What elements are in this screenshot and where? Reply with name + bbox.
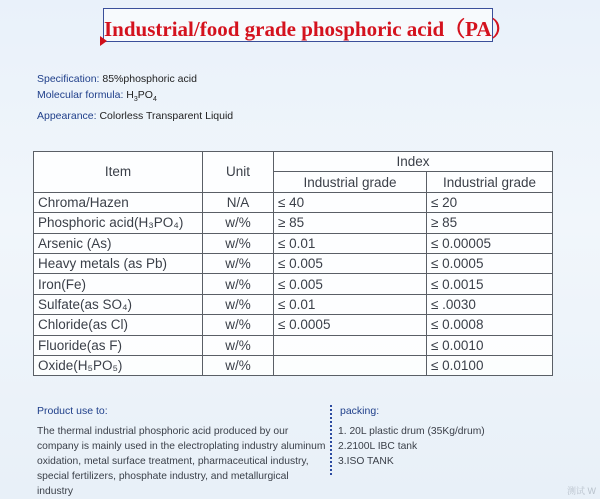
spec-appearance-label: Appearance:: [37, 110, 97, 123]
cell-item: Iron(Fe): [34, 274, 203, 294]
cell-item: Oxide(H₅PO₅): [34, 355, 203, 375]
table-row: [34, 253, 553, 273]
header-item: Item: [34, 152, 203, 193]
table-row: [34, 355, 553, 375]
cell-grade-1: ≤ 0.01: [274, 294, 427, 314]
cell-grade-1: ≤ 0.01: [274, 233, 427, 253]
header-grade-1: Industrial grade: [274, 172, 427, 192]
cell-grade-2: ≤ .0030: [427, 294, 553, 314]
packing-item: 3.ISO TANK: [338, 456, 394, 467]
watermark: 测试 W: [567, 486, 596, 496]
cell-grade-1: [274, 355, 427, 375]
product-use-text: The thermal industrial phosphoric acid produced by our company is mainly used in the electroplating industry aluminum oxidation, metal surface treatment, pharmaceutical industry, special fertilizers, phosphate industry, and metallurgical industry: [37, 426, 326, 497]
cell-unit: w/%: [203, 213, 274, 233]
spec-appearance-value: Colorless Transparent Liquid: [99, 110, 234, 123]
spec-appearance: [37, 108, 233, 124]
table-body: [34, 192, 553, 376]
title-marker-icon: [100, 36, 107, 46]
cell-item: Chroma/Hazen: [34, 192, 203, 212]
table-row: [34, 294, 553, 314]
spec-specification-label: Specification:: [37, 73, 100, 85]
cell-item: Arsenic (As): [34, 233, 203, 253]
packing-list: [338, 424, 485, 469]
cell-grade-2: ≤ 0.00005: [427, 233, 553, 253]
table-header-row: [34, 152, 553, 172]
packing-item: 2.2100L IBC tank: [338, 441, 418, 452]
header-grade-2: Industrial grade: [427, 172, 553, 192]
table-row: [34, 213, 553, 233]
cell-unit: w/%: [203, 253, 274, 273]
cell-grade-2: ≤ 0.0010: [427, 335, 553, 355]
cell-item: Fluoride(as F): [34, 335, 203, 355]
page-title: Industrial/food grade phosphoric acid（PA）: [104, 17, 513, 41]
table-row: [34, 335, 553, 355]
cell-grade-2: ≤ 0.0100: [427, 355, 553, 375]
cell-grade-1: ≤ 0.005: [274, 274, 427, 294]
cell-unit: N/A: [203, 192, 274, 212]
table-row: [34, 315, 553, 335]
table-row: [34, 192, 553, 212]
cell-grade-1: ≥ 85: [274, 213, 427, 233]
cell-unit: w/%: [203, 274, 274, 294]
cell-grade-1: [274, 335, 427, 355]
cell-unit: w/%: [203, 335, 274, 355]
spec-specification-value: 85%phosphoric acid: [102, 73, 197, 85]
section-divider: [330, 405, 332, 475]
cell-grade-1: ≤ 0.005: [274, 253, 427, 273]
cell-item: Chloride(as Cl): [34, 315, 203, 335]
specifications-block: [37, 71, 233, 124]
table-row: [34, 274, 553, 294]
packing-item: 1. 20L plastic drum (35Kg/drum): [338, 426, 485, 437]
cell-grade-2: ≤ 0.0015: [427, 274, 553, 294]
cell-grade-1: ≤ 0.0005: [274, 315, 427, 335]
cell-grade-2: ≤ 20: [427, 192, 553, 212]
cell-unit: w/%: [203, 233, 274, 253]
packing-heading: packing:: [340, 405, 380, 417]
cell-item: Sulfate(as SO₄): [34, 294, 203, 314]
spec-formula-value: $H_3PO_4$: [126, 89, 157, 104]
product-use-heading: Product use to:: [37, 405, 108, 417]
cell-item: Heavy metals (as Pb): [34, 253, 203, 273]
header-unit: Unit: [203, 152, 274, 193]
spec-formula-label: Molecular formula:: [37, 89, 124, 101]
cell-grade-2: ≤ 0.0005: [427, 253, 553, 273]
cell-grade-1: ≤ 40: [274, 192, 427, 212]
title-box: [103, 8, 513, 42]
spec-molecular-formula: [37, 87, 233, 108]
cell-unit: w/%: [203, 355, 274, 375]
properties-table: [33, 151, 553, 376]
cell-grade-2: ≤ 0.0008: [427, 315, 553, 335]
cell-unit: w/%: [203, 294, 274, 314]
spec-specification: [37, 71, 233, 87]
table-row: [34, 233, 553, 253]
header-index: Index: [274, 152, 553, 172]
cell-grade-2: ≥ 85: [427, 213, 553, 233]
cell-unit: w/%: [203, 315, 274, 335]
cell-item: Phosphoric acid(H₃PO₄): [34, 213, 203, 233]
